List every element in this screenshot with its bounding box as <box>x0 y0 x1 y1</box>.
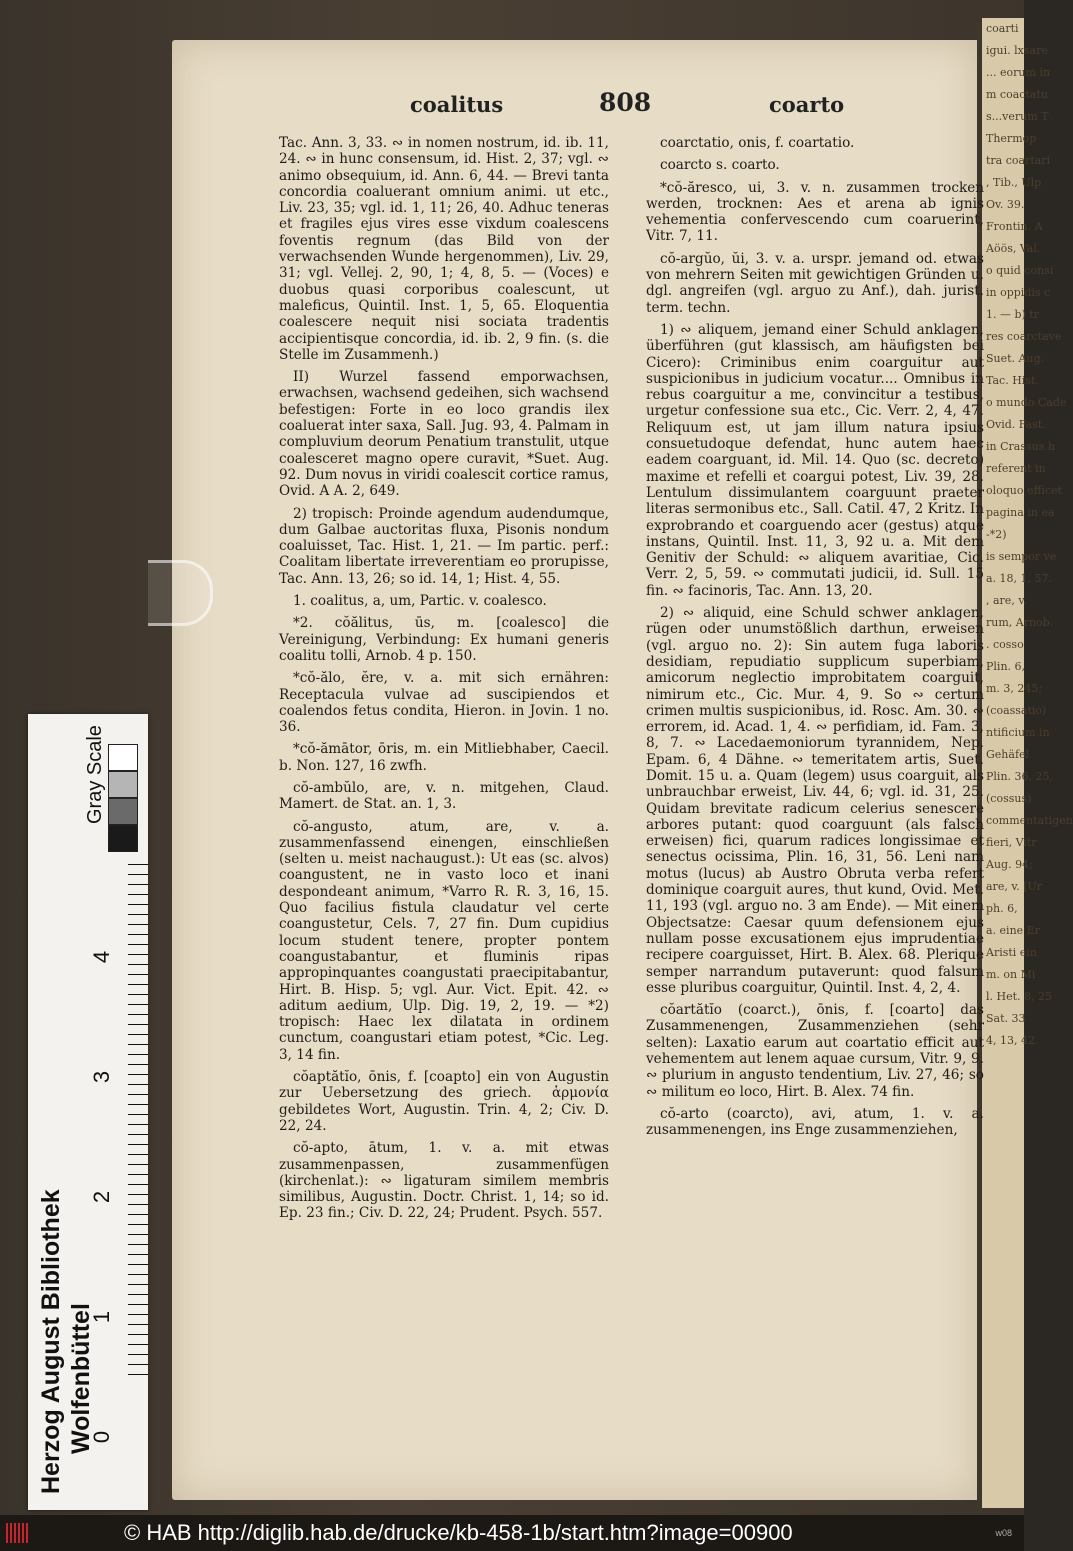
adjacent-page-line: referent in <box>986 462 1046 475</box>
adjacent-page-line: Ov. 39. <box>986 198 1025 211</box>
dictionary-entry: *cŏ-ăresco, ui, 3. v. n. zusammen trocken werden, trocknen: Aes et arena ab ignis vehementia confervescendo cum coaruerint, Vitr. 7, 11. <box>646 179 984 245</box>
adjacent-page-line: coarti <box>986 22 1019 35</box>
adjacent-page-fragments <box>982 18 1073 1052</box>
page-header <box>172 88 977 122</box>
dictionary-entry: Tac. Ann. 3, 33. ∾ in nomen nostrum, id. ib. 11, 24. ∾ in hunc consensum, id. Hist. 2, 37; vgl. ∾ animo obsequium, id. Ann. 6, 44. — Brevi tanta concordia coaluerant omnium animi. ut etc., Liv. 23, 35; vgl. id. 1, 11; 26, 40. Adhuc teneras et fragiles ejus vires esse vixdum coalescens foventis regnum (das Bild von der verwachsenden Wunde hergenommen), Liv. 29, 31; vgl. Vellej. 2, 90, 1; 4, 8, 5. — (Voces) e duobus quasi corporibus coalescunt, ut maleficus, Quintil. Inst. 1, 5, 65. Eloquentia coalescere nequit nisi sociata tradentis accipientisque concordia, id. ib. 2, 9 fin. (s. die Stelle im Zusammenh.) <box>279 135 609 363</box>
adjacent-page-line: Plin. 36, 25, <box>986 770 1053 783</box>
ruler-numbers <box>89 864 126 1464</box>
adjacent-page-line: Aug. 94; <box>986 858 1033 871</box>
adjacent-page-line: , are, v. <box>986 594 1027 607</box>
ruler-ticks <box>128 864 148 1384</box>
adjacent-page-line: Frontin. A <box>986 220 1043 233</box>
dictionary-entry: coarcto s. coarto. <box>660 157 780 174</box>
gray-swatch <box>108 771 138 798</box>
institution-label <box>36 1189 96 1494</box>
adjacent-page-line: a. eine Er <box>986 924 1040 937</box>
adjacent-page-line: oloquo efficet <box>986 484 1062 497</box>
adjacent-page-line: l. Het. 8, 25 <box>986 990 1053 1003</box>
hab-logo-icon <box>6 1523 28 1543</box>
adjacent-page-line: igui. lxsare <box>986 44 1048 57</box>
header-right-catchword: coarto <box>769 92 845 117</box>
adjacent-page-line: m. 3, 245; <box>986 682 1043 695</box>
dictionary-entry: *2. cŏălitus, ūs, m. [coalesco] die Vereinigung, Verbindung: Ex humani generis coalitu tolli, Arnob. 4 p. 150. <box>279 615 609 664</box>
adjacent-page-line: Aöös, Val. <box>986 242 1041 255</box>
adjacent-page-line: in Crassus h <box>986 440 1055 453</box>
adjacent-page-line: o quid consi <box>986 264 1054 277</box>
institution-line-2: Wolfenbüttel <box>67 1303 95 1454</box>
adjacent-page-line: rum, Arnob. <box>986 616 1054 629</box>
ruler-number: 4 <box>89 950 115 964</box>
adjacent-page-line: in oppidis c <box>986 286 1051 299</box>
adjacent-page-line: o mundo Cade <box>986 396 1067 409</box>
dictionary-entry: cŏartătĭo (coarct.), ōnis, f. [coarto] das Zusammenengen, Zusammenziehen (sehr selten): Laxatio earum aut coartatio efficit aut vehementem aut lenem aquae cursum, Vitr. 9, 9. ∾ plurium in angusto tendentium, Liv. 27, 46; so ∾ militum eo loco, Hirt. B. Alex. 74 fin. <box>646 1002 984 1100</box>
right-text-column <box>646 135 984 1145</box>
gray-swatch <box>108 798 138 825</box>
dictionary-entry: II) Wurzel fassend emporwachsen, erwachsen, wachsend gedeihen, sich wachsend befestigen: Forte in eo loco grandis ilex coaluerat inter saxa, Sall. Jug. 93, 4. Palmam in compluvium deorum Penatium transtulit, utque coalesceret magno opere curavit, *Suet. Aug. 92. Dum novus in viridi coalescit cortice ramus, Ovid. A A. 2, 649. <box>279 369 609 500</box>
book-page <box>172 40 984 1500</box>
color-scale-ruler <box>28 714 148 1510</box>
ruler-number: 2 <box>89 1190 115 1204</box>
dictionary-entry: *cŏ-ămātor, ōris, m. ein Mitliebhaber, Caecil. b. Non. 127, 16 zwfh. <box>279 741 609 774</box>
adjacent-page-line: (cossus) <box>986 792 1032 805</box>
page-number: 808 <box>599 88 652 117</box>
adjacent-page-line: Aristi ein <box>986 946 1037 959</box>
adjacent-page-line: Tac. Hist. <box>986 374 1039 387</box>
adjacent-page-line: Ovid. Fast. <box>986 418 1046 431</box>
dictionary-entry: cŏ-ambŭlo, are, v. n. mitgehen, Claud. Mamert. de Stat. an. 1, 3. <box>279 779 609 813</box>
page-clip <box>148 560 213 626</box>
adjacent-page-line: Thermop <box>986 132 1037 145</box>
adjacent-page-line: (coassatio) <box>986 704 1047 717</box>
adjacent-page-line: Gehäfel <box>986 748 1030 761</box>
gray-scale-label: Gray Scale <box>84 725 106 824</box>
adjacent-page-line: a. 18, 1, 57. <box>986 572 1053 585</box>
adjacent-page-line: s...verum T <box>986 110 1049 123</box>
adjacent-page-line: 1. — b) tr <box>986 308 1039 321</box>
adjacent-page-line: ph. 6, <box>986 902 1018 915</box>
footer-copyright-link[interactable]: © HAB http://diglib.hab.de/drucke/kb-458-1b/start.htm?image=00900 <box>124 1520 793 1545</box>
dictionary-entry: 1. coalitus, a, um, Partic. v. coalesco. <box>293 593 547 610</box>
adjacent-page-line: res coarctave <box>986 330 1062 343</box>
dictionary-entry: 1) ∾ aliquem, jemand einer Schuld anklagen, überführen (gut klassisch, am häufigsten bei Cicero): Criminibus enim coarguitur aut suspicionibus in judicium vocatur.... Omnibus in rebus coarguitur a me, convincitur a testibus, urgetur confessione sua etc., Cic. Verr. 2, 4, 47. Reliquum est, ut jam illum natura ipsius consuetudoque defendat, hunc autem haec eadem coarguant, id. Mil. 14. Quo (sc. decreto) maxime et refelli et coargui potest, Liv. 39, 28. Lentulum dissimulantem coarguunt praeter literas sermonibus etc., Sall. Catil. 47, 2 Kritz. In exprobrando et coarguendo acer (gestus) atque instans, Quintil. Inst. 11, 3, 92 u. a. Mit dem Genitiv der Schuld: ∾ aliquem avaritiae, Cic. Verr. 2, 5, 59. ∾ commutati judicii, id. Sull. 15 fin. ∾ facinoris, Tac. Ann. 13, 20. <box>646 321 984 599</box>
adjacent-page-line: commentatigen <box>986 814 1073 827</box>
dictionary-entry: cŏaptătĭo, ōnis, f. [coapto] ein von Augustin zur Uebersetzung des griech. ἁρμονία gebildetes Wort, Augustin. Trin. 4, 2; Civ. D. 22, 24. <box>279 1069 609 1134</box>
dictionary-entry: 2) tropisch: Proinde agendum audendumque, dum Galbae auctoritas fluxa, Pisonis nondum coaluisset, Tac. Hist. 1, 21. — Im partic. perf.: Coalitam libertate irreverentiam eo prorupisse, Tac. Ann. 13, 26; so id. 14, 1; Hist. 4, 55. <box>279 505 609 587</box>
adjacent-page-line: ntificium in <box>986 726 1050 739</box>
adjacent-page-line: tra coartari <box>986 154 1051 167</box>
institution-line-1: Herzog August Bibliothek <box>37 1189 65 1494</box>
ruler-number: 0 <box>89 1430 115 1444</box>
adjacent-page-line: 4, 13, 42. <box>986 1034 1039 1047</box>
gray-scale-swatches <box>108 744 138 854</box>
adjacent-page-line: Suet. Aug. <box>986 352 1045 365</box>
ruler-number: 1 <box>89 1310 115 1324</box>
dictionary-entry: cŏ-argŭo, ŭi, 3. v. a. urspr. jemand od. etwas von mehrern Seiten mit gewichtigen Gründen u. dgl. angreifen (vgl. arguo zu Anf.), dah. jurist. term. techn. <box>646 250 984 316</box>
adjacent-page-line: fieri, Vitr <box>986 836 1037 849</box>
dictionary-entry: *cŏ-ălo, ĕre, v. a. mit sich ernähren: Receptacula vulvae ad suscipiendos et coalendos fetus condita, Hieron. in Jovin. 1 no. 36. <box>279 670 609 736</box>
adjacent-page-line: m. on Mi <box>986 968 1036 981</box>
dictionary-entry: coarctatio, onis, f. coartatio. <box>660 135 855 151</box>
adjacent-page-line: , Tib., Ulp <box>986 176 1042 189</box>
left-text-column <box>279 135 609 1228</box>
adjacent-page-edge <box>982 18 1073 1508</box>
dictionary-entry: cŏ-apto, ātum, 1. v. a. mit etwas zusammenpassen, zusammenfügen (kirchenlat.): ∾ ligaturam similem membris similibus, Augustin. Doctr. Christ. 1, 14; so id. Ep. 23 fin.; Civ. D. 22, 24; Prudent. Psych. 557. <box>279 1140 609 1222</box>
dictionary-entry: cŏ-angusto, atum, are, v. a. zusammenfassend einengen, einschließen (selten u. meist nachaugust.): Ut eas (sc. alvos) coangustent, ne in vasto loco et inani despondeant animum, *Varro R. R. 3, 16, 15. Quo facilius fistula claudatur vel certe coangustetur, Cels. 7, 27 fin. Dum cupidius locum student tenere, propter pontem coangustabantur, et fluminis ripas appropinquantes coangustati praecipitabantur, Hirt. B. Hisp. 5; vgl. Aur. Vict. Epit. 42. ∾ aditum aedium, Ulp. Dig. 19, 2, 19. — *2) tropisch: Haec lex dilatata in ordinem cunctum, coangustari etiam potest, *Cic. Leg. 3, 14 fin. <box>279 818 609 1063</box>
gray-swatch <box>108 744 138 771</box>
gray-swatch <box>108 825 138 852</box>
footer-tag: w08 <box>995 1528 1012 1538</box>
footer-bar <box>0 1515 1024 1551</box>
adjacent-page-line: Plin. 6, <box>986 660 1026 673</box>
adjacent-page-line: ... eorum in <box>986 66 1050 79</box>
adjacent-page-line: -*2) <box>986 528 1007 541</box>
ruler-number: 3 <box>89 1070 115 1084</box>
header-left-catchword: coalitus <box>410 92 504 117</box>
adjacent-page-line: is sempor ve <box>986 550 1057 563</box>
adjacent-page-line: . cosso <box>986 638 1024 651</box>
adjacent-page-line: Sat. 33 <box>986 1012 1026 1025</box>
dictionary-entry: cŏ-arto (coarcto), avi, atum, 1. v. a. zusammenengen, ins Enge zusammenziehen, <box>646 1105 984 1139</box>
adjacent-page-line: m coactatu <box>986 88 1048 101</box>
adjacent-page-line: are, v. [Ur <box>986 880 1043 893</box>
dictionary-entry: 2) ∾ aliquid, eine Schuld schwer anklagen, rügen oder unumstößlich darthun, erweisen (vgl. arguo no. 2): Sin autem fuga laboris desidiam, repudiatio supplicum superbiam, amicorum neglectio improbitatem coarguit, nimirum etc., Cic. Mur. 4, 9. So ∾ certum crimen multis suspicionibus, id. Rosc. Am. 30. ∾ errorem, id. Acad. 1, 4. ∾ perfidiam, id. Fam. 3, 8, 7. ∾ Lacedaemoniorum tyrannidem, Nep. Epam. 6, 4 Dähne. ∾ temeritatem artis, Suet. Domit. 15 u. a. Quam (legem) usus coarguit, als unbrauchbar erweist, Liv. 44, 6; vgl. id. 31, 25. Quidam brevitate radicum celerius senescere arbores putant: quod coarguunt (als falsch erweisen) fici, quarum radices longissimae et senectus ocissima, Plin. 16, 31, 56. Leni nam motus (lucus) ab Austro Obruta verba refert dominique coarguit aures, thut kund, Ovid. Met. 11, 193 (vgl. arguo no. 3 am Ende). — Mit einem Objectsatze: Caesar quum defensionem ejus nullam posse excusationem ejus imprudentiae recipere coarguisset, Hirt. B. Alex. 68. Plerique semper narrandum putaverunt: quod falsum esse pluribus coarguitur, Quintil. Inst. 4, 2, 4. <box>646 605 984 996</box>
adjacent-page-line: pagina in ea <box>986 506 1055 519</box>
